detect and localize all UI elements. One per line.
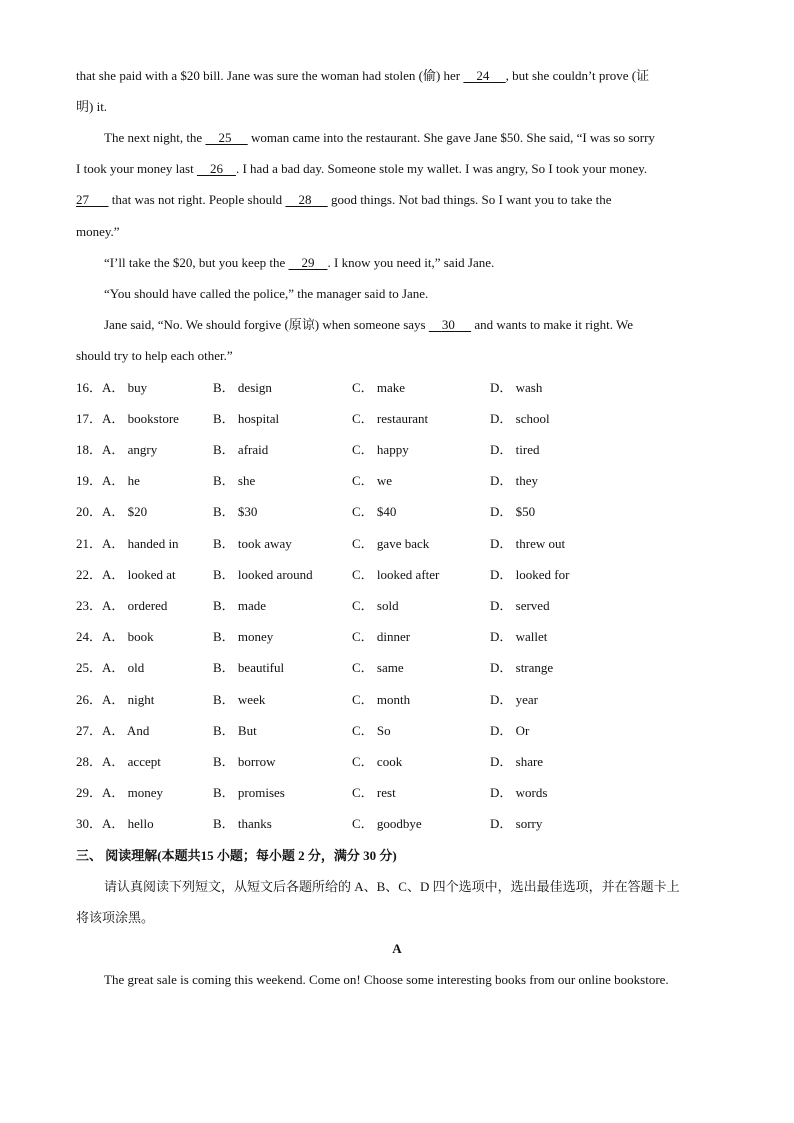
passage-text: . I had a bad day. Someone stole my wallet. I was angry, So I took your money.: [235, 161, 648, 176]
question-number-and-option-a: 28．A． accept: [76, 754, 161, 769]
passage-line-1: [76, 67, 718, 85]
passage-text: “You should have called the police,” the manager said to Jane.: [104, 286, 429, 301]
option-b: B． hospital: [213, 411, 280, 426]
option-c: C． looked after: [352, 567, 440, 582]
passage-text: I took your money last: [76, 161, 197, 176]
passage-line-5: [76, 191, 718, 209]
option-c: C． gave back: [352, 536, 430, 551]
option-c: C． sold: [352, 598, 399, 613]
option-b: B． made: [213, 598, 267, 613]
question-number-and-option-a: 16．A． buy: [76, 380, 148, 395]
passage-line-9: [104, 316, 718, 334]
option-c: C． So: [352, 723, 391, 738]
option-b: B． took away: [213, 536, 292, 551]
option-d: D． year: [490, 692, 539, 707]
blank-27: 27: [76, 192, 89, 207]
passage-text: woman came into the restaurant. She gave Jane $50. She said, “I was so sorry: [247, 130, 655, 145]
blank-24: 24: [476, 68, 490, 83]
question-18: [76, 441, 718, 459]
section-heading: 三、 阅读理解(本题共15 小题；每小题 2 分，满分 30 分): [76, 848, 397, 863]
question-23: [76, 597, 718, 615]
option-c: C． rest: [352, 785, 396, 800]
question-number-and-option-a: 19．A． he: [76, 473, 140, 488]
blank-25: 25: [218, 130, 232, 145]
passage-line-8: [104, 285, 718, 303]
option-d: D． served: [490, 598, 550, 613]
question-number-and-option-a: 25．A． old: [76, 660, 145, 675]
passage-text: . I know you need it,” said Jane.: [327, 255, 495, 270]
passage-line-2: [76, 98, 718, 116]
question-number-and-option-a: 20．A． $20: [76, 504, 148, 519]
option-d: D． threw out: [490, 536, 566, 551]
option-d: D． school: [490, 411, 550, 426]
option-c: C． goodbye: [352, 816, 422, 831]
passage-line-3: [104, 129, 718, 147]
passage-line-7: [104, 254, 718, 272]
passage-line-6: [76, 223, 718, 241]
question-30: [76, 815, 718, 833]
passage-text: The next night, the: [104, 130, 206, 145]
passage-text: Jane said, “No. We should forgive (原谅) when someone says: [104, 317, 429, 332]
question-28: [76, 753, 718, 771]
passage-text: 明) it.: [76, 99, 108, 114]
question-24: [76, 628, 718, 646]
option-c: C． $40: [352, 504, 397, 519]
question-number-and-option-a: 30．A． hello: [76, 816, 154, 831]
question-17: [76, 410, 718, 428]
question-19: [76, 472, 718, 490]
question-21: [76, 535, 718, 553]
option-b: B． promises: [213, 785, 285, 800]
blank-28: 28: [298, 192, 312, 207]
option-b: B． she: [213, 473, 256, 488]
option-b: B． thanks: [213, 816, 272, 831]
question-number-and-option-a: 17．A． bookstore: [76, 411, 179, 426]
option-b: B． looked around: [213, 567, 313, 582]
option-b: B． $30: [213, 504, 258, 519]
passage-text: that was not right. People should: [108, 192, 286, 207]
option-c: C． month: [352, 692, 411, 707]
passage-line-4: [76, 160, 718, 178]
blank-29: 29: [301, 255, 315, 270]
passage-text: , but she couldn’t prove (证: [505, 68, 650, 83]
passage-text: good things. Not bad things. So I want you to take the: [327, 192, 612, 207]
passage-line-10: [76, 347, 718, 365]
option-c: C． dinner: [352, 629, 411, 644]
passage-text: “I’ll take the $20, but you keep the: [104, 255, 289, 270]
question-26: [76, 691, 718, 709]
question-number-and-option-a: 24．A． book: [76, 629, 154, 644]
option-d: D． words: [490, 785, 548, 800]
option-d: D． $50: [490, 504, 536, 519]
option-d: D． share: [490, 754, 544, 769]
option-c: C． restaurant: [352, 411, 429, 426]
option-c: C． cook: [352, 754, 403, 769]
passage-a-first-line: The great sale is coming this weekend. Come on! Choose some interesting books from our online bookstore.: [104, 972, 669, 987]
passage-label: A: [392, 941, 402, 956]
section-instructions: 请认真阅读下列短文，从短文后各题所给的 A、B、C、D 四个选项中，选出最佳选项，并在答题卡上: [104, 879, 680, 894]
question-16: [76, 379, 718, 397]
option-c: C． same: [352, 660, 404, 675]
question-27: [76, 722, 718, 740]
option-d: D． Or: [490, 723, 530, 738]
option-d: D． they: [490, 473, 539, 488]
option-d: D． wallet: [490, 629, 548, 644]
option-b: B． borrow: [213, 754, 276, 769]
question-25: [76, 659, 718, 677]
passage-text: and wants to make it right. We: [471, 317, 634, 332]
question-number-and-option-a: 23．A． ordered: [76, 598, 168, 613]
option-b: B． money: [213, 629, 274, 644]
question-number-and-option-a: 22．A． looked at: [76, 567, 176, 582]
option-d: D． tired: [490, 442, 540, 457]
option-b: B． beautiful: [213, 660, 285, 675]
question-22: [76, 566, 718, 584]
option-d: D． looked for: [490, 567, 570, 582]
option-c: C． make: [352, 380, 406, 395]
question-number-and-option-a: 21．A． handed in: [76, 536, 179, 551]
blank-30: 30: [441, 317, 455, 332]
option-d: D． sorry: [490, 816, 543, 831]
option-b: B． But: [213, 723, 257, 738]
question-number-and-option-a: 27．A． And: [76, 723, 150, 738]
option-d: D． wash: [490, 380, 543, 395]
question-number-and-option-a: 29．A． money: [76, 785, 164, 800]
option-d: D． strange: [490, 660, 554, 675]
passage-text: money.”: [76, 224, 120, 239]
passage-text: should try to help each other.”: [76, 348, 233, 363]
option-b: B． afraid: [213, 442, 269, 457]
option-b: B． week: [213, 692, 266, 707]
option-c: C． we: [352, 473, 393, 488]
passage-text: that she paid with a $20 bill. Jane was sure the woman had stolen (偷) her: [76, 68, 464, 83]
section-instructions-continued: 将该项涂黑。: [76, 910, 155, 925]
question-number-and-option-a: 26．A． night: [76, 692, 155, 707]
question-number-and-option-a: 18．A． angry: [76, 442, 158, 457]
blank-26: 26: [209, 161, 223, 176]
question-29: [76, 784, 718, 802]
question-20: [76, 503, 718, 521]
option-c: C． happy: [352, 442, 409, 457]
option-b: B． design: [213, 380, 272, 395]
